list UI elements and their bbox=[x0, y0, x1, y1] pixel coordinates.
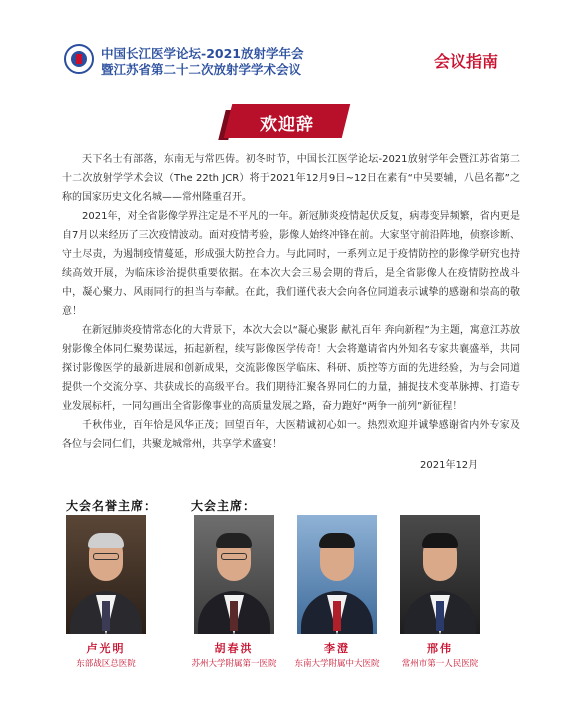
conference-title-line1: 中国长江医学论坛-2021放射学年会 bbox=[101, 46, 304, 61]
portrait-photo bbox=[400, 515, 480, 634]
person-institution: 东南大学附属中大医院 bbox=[294, 659, 380, 669]
person-name: 邢伟 bbox=[427, 642, 453, 655]
chair-label: 大会主席： bbox=[191, 499, 257, 513]
conference-title-line2: 暨江苏省第二十二次放射学学术会议 bbox=[101, 62, 302, 77]
portrait-photo bbox=[297, 515, 377, 634]
welcome-letter bbox=[62, 150, 520, 454]
welcome-title: 欢迎辞 bbox=[260, 115, 314, 135]
person-name: 胡春洪 bbox=[214, 642, 254, 655]
portrait-photo bbox=[194, 515, 274, 634]
letter-paragraph: 千秋伟业，百年恰是风华正茂；回望百年，大医精诚初心如一。热烈欢迎并诚挚感谢省内外专家及各位与会同仁们，共聚龙城常州，共享学术盛宴！ bbox=[62, 420, 520, 450]
person-institution: 常州市第一人民医院 bbox=[401, 659, 479, 669]
person-institution: 东部战区总医院 bbox=[76, 659, 136, 669]
person-institution: 苏州大学附属第一医院 bbox=[191, 659, 277, 669]
person-name: 卢光明 bbox=[86, 642, 126, 655]
honorary-chair-label: 大会名誉主席： bbox=[66, 499, 158, 513]
letter-paragraph: 2021年，对全省影像学界注定是不平凡的一年。新冠肺炎疫情起伏反复，病毒变异频繁，省内更是自7月以来经历了三次疫情波动。面对疫情考验，影像人始终冲锋在前。大家坚守前沿阵地，侦察诊断、守土尽责，为遏制疫情蔓延，形成强大防控合力。与此同时，一系列立足于疫情防控的影像学研究也持续高效开展，为临床诊治提供重要依据。在本次大会三易会期的背后，是全省影像人在疫情防控战斗中，凝心聚力、风雨同行的担当与奉献。在此，我们谨代表大会向各位同道表示诚挚的感谢和崇高的敬意！ bbox=[62, 211, 520, 317]
header bbox=[0, 0, 571, 90]
person-name: 李澄 bbox=[324, 642, 350, 655]
society-logo-icon bbox=[64, 44, 94, 74]
letter-paragraph: 在新冠肺炎疫情常态化的大背景下，本次大会以“凝心聚影 献礼百年 奔向新程”为主题，寓意江苏放射影像全体同仁聚势谋远，拓起新程，续写影像医学传奇！大会将邀请省内外知名专家共襄盛举，共同探讨影像医学的最新进展和创新成果，交流影像医学临床、科研、质控等方面的先进经验，为与会同道提供一个交流分享、共获成长的高级平台。我们期待汇聚各界同仁的力量，捕捉技术变革脉搏、打造专业发展标杆，一同勾画出全省影像事业的高质量发展之路，奋力跑好“两争一前列”新征程！ bbox=[62, 325, 520, 412]
letter-date: 2021年12月 bbox=[420, 460, 479, 471]
welcome-banner bbox=[228, 104, 346, 138]
portrait-photo bbox=[66, 515, 146, 634]
letter-paragraph: 天下名士有部落，东南无与常匹俦。初冬时节，中国长江医学论坛-2021放射学年会暨江苏省第二十二次放射学学术会议（The 22th JCR）将于2021年12月9日~12日在素有“中吴要辅，八邑名都”之称的国家历史文化名城——常州隆重召开。 bbox=[62, 154, 520, 203]
guide-label: 会议指南 bbox=[434, 52, 499, 71]
